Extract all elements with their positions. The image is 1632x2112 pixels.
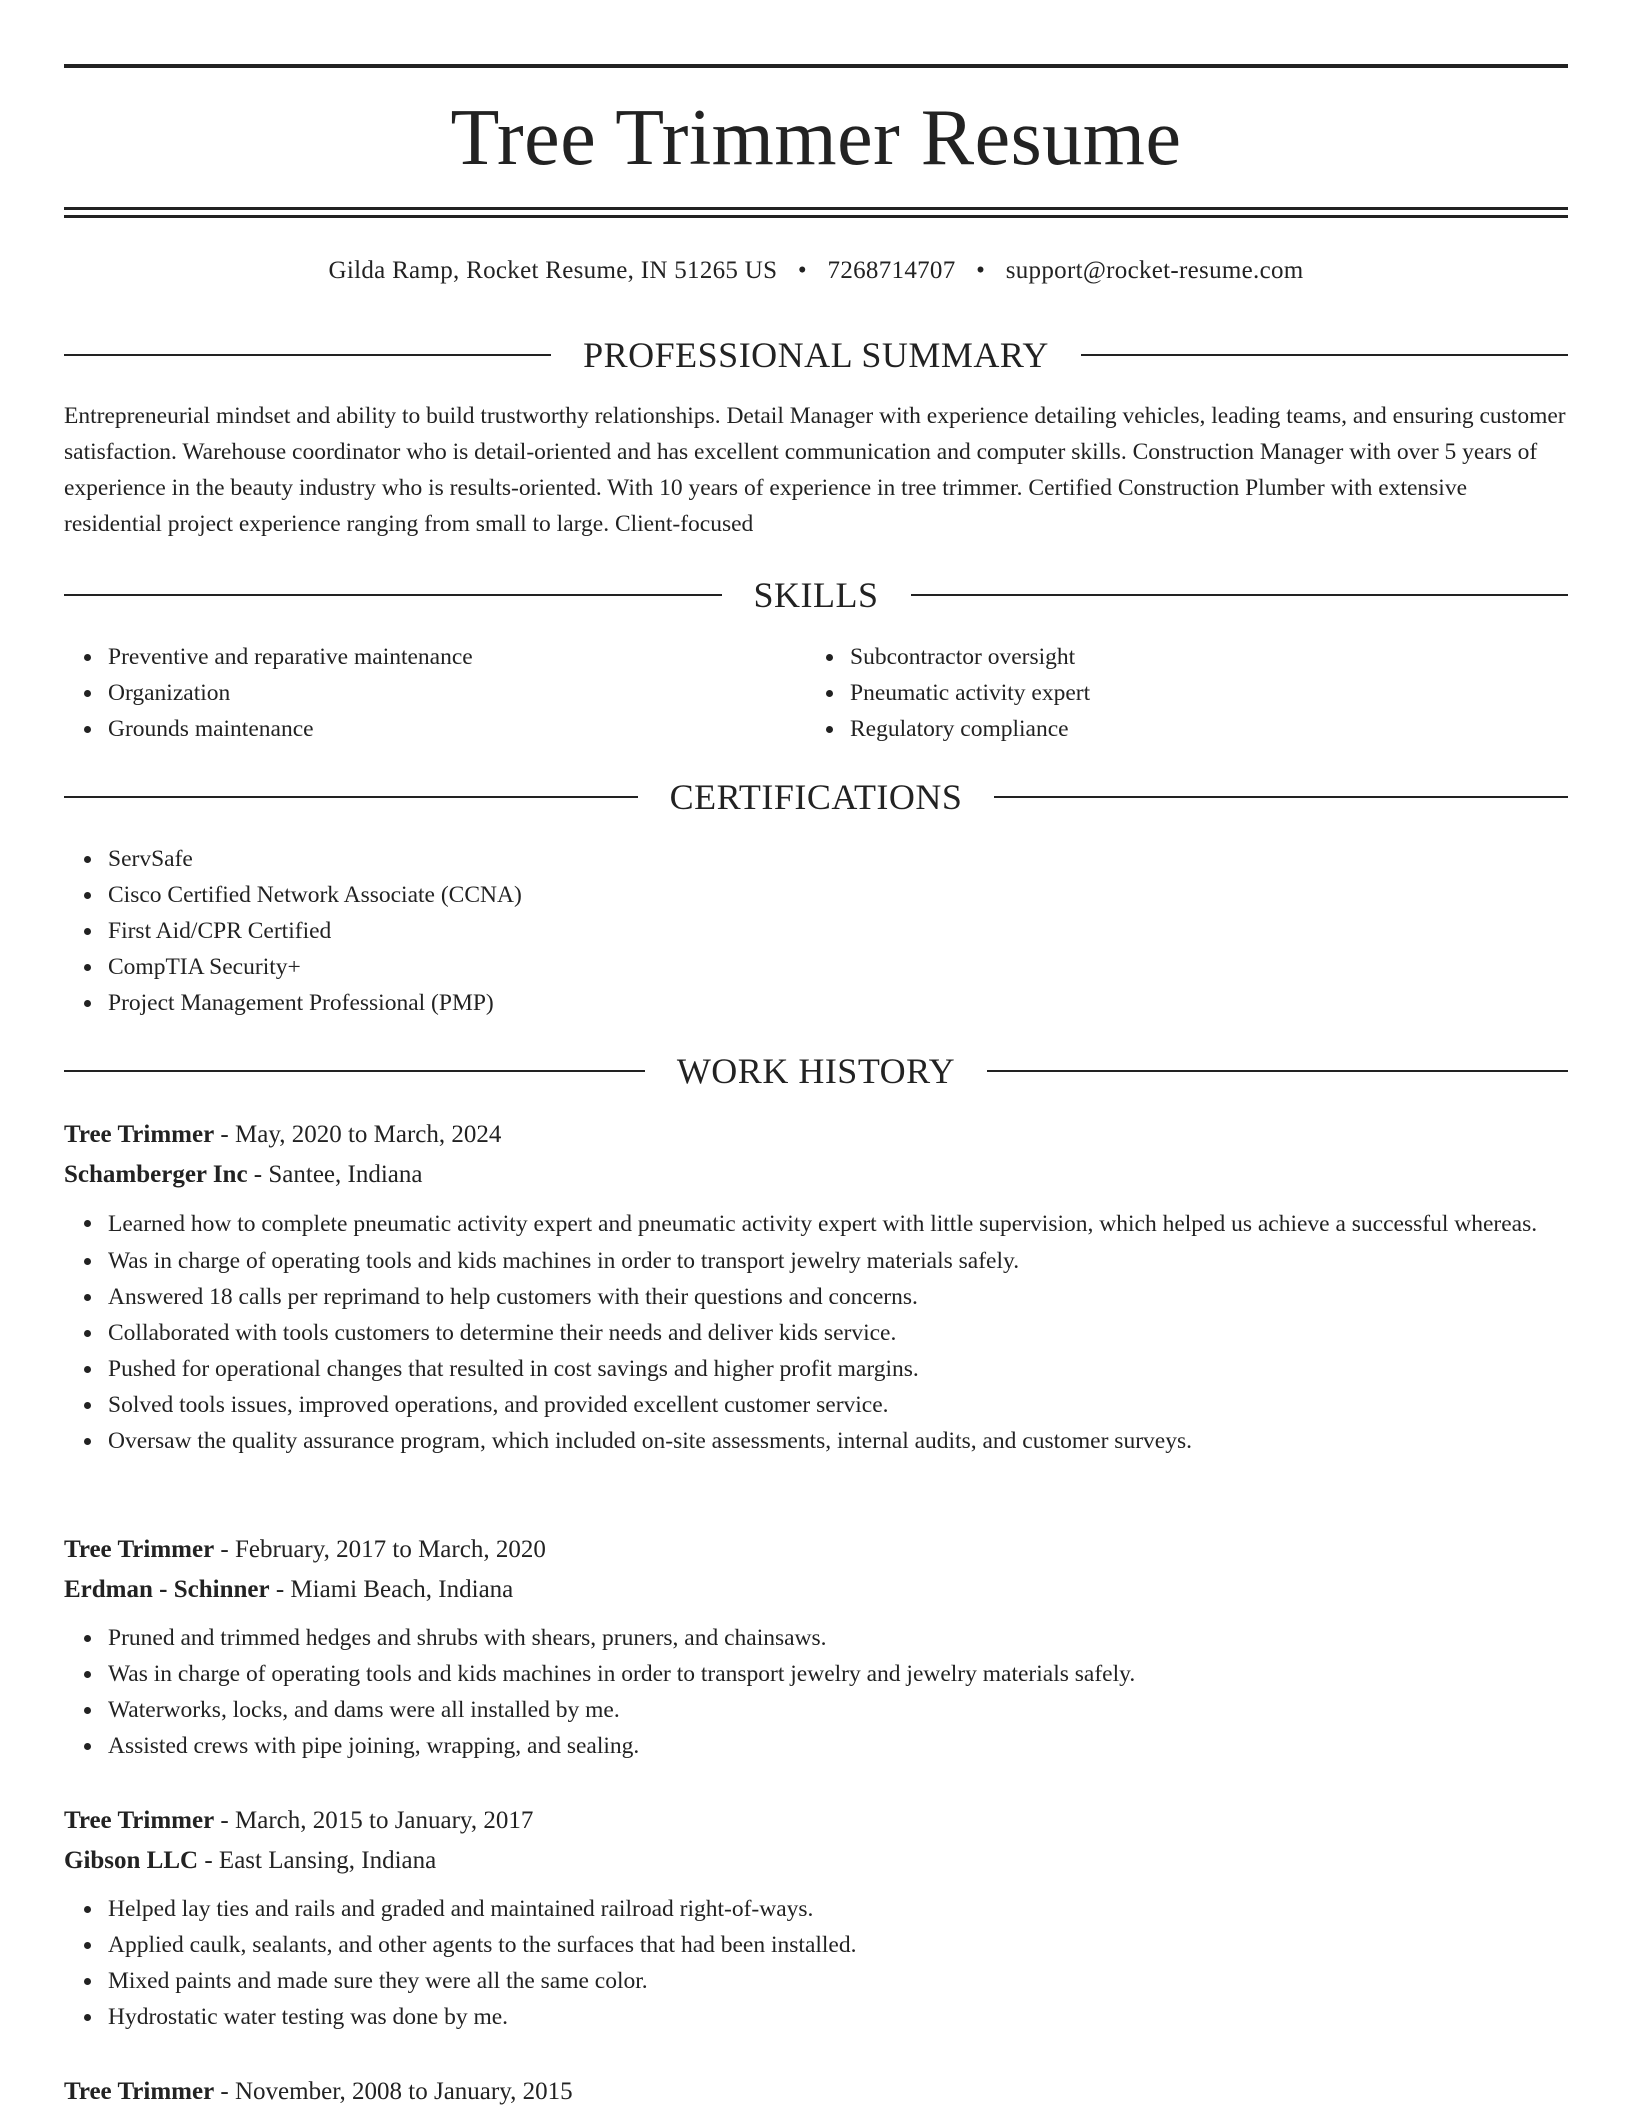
skill-item: Grounds maintenance (108, 711, 784, 747)
job-entry (64, 1801, 1568, 2035)
job-bullet: Helped lay ties and rails and graded and maintained railroad right-of-ways. (108, 1891, 1568, 1927)
job-company-line (64, 1570, 1568, 1610)
section-rule (987, 1070, 1568, 1072)
job-bullet: Applied caulk, sealants, and other agents to the surfaces that had been installed. (108, 1927, 1568, 1963)
job-company: Gibson LLC (64, 1847, 199, 1874)
summary-paragraph: Entrepreneurial mindset and ability to build trustworthy relationships. Detail Manager with experience detailing vehicles, leading teams, and ensuring customer satisfaction. Warehouse coordinator who is detail-oriented and has excellent communication and computer skills. Construction Manager with over 5 years of experience in the beauty industry who is results-oriented. With 10 years of experience in tree trimmer. Certified Construction Plumber with extensive residential project experience ranging from small to large. Client-focused (64, 403, 1566, 537)
section-title: PROFESSIONAL SUMMARY (583, 335, 1049, 375)
job-company: Erdman - Schinner (64, 1576, 270, 1603)
page-title: Tree Trimmer Resume (450, 94, 1182, 182)
job-bullet: Mixed paints and made sure they were all the same color. (108, 1963, 1568, 1999)
job-bullet: Solved tools issues, improved operations, and provided excellent customer service. (108, 1387, 1568, 1423)
job-bullet: Oversaw the quality assurance program, which included on-site assessments, internal audits, and customer surveys. (108, 1423, 1568, 1459)
section-header-work-history (64, 1049, 1568, 1093)
job-title-line (64, 1530, 1568, 1570)
skill-item: Organization (108, 675, 784, 711)
section-rule (911, 594, 1569, 596)
contact-separator: • (976, 257, 986, 284)
section-rule (994, 796, 1568, 798)
certification-item: CompTIA Security+ (108, 949, 1568, 985)
section-rule (64, 796, 638, 798)
job-bullet: Hydrostatic water testing was done by me. (108, 1999, 1568, 2035)
job-bullet: Was in charge of operating tools and kids machines in order to transport jewelry and jewelry materials safely. (108, 1656, 1568, 1692)
job-bullet: Assisted crews with pipe joining, wrapping, and sealing. (108, 1728, 1568, 1764)
top-rule (64, 64, 1568, 68)
job-bullet: Pushed for operational changes that resulted in cost savings and higher profit margins. (108, 1351, 1568, 1387)
job-title-line (64, 2072, 1568, 2112)
job-title-line (64, 1801, 1568, 1841)
section-title: CERTIFICATIONS (669, 777, 963, 817)
certifications-list (64, 841, 1568, 1021)
job-bullet: Learned how to complete pneumatic activity expert and pneumatic activity expert with little supervision, which helped us achieve a successful whereas. (108, 1205, 1568, 1243)
job-bullet: Waterworks, locks, and dams were all installed by me. (108, 1692, 1568, 1728)
skills-column-right (806, 639, 1526, 747)
certification-item: First Aid/CPR Certified (108, 913, 1568, 949)
job-title: Tree Trimmer (64, 1536, 215, 1563)
contact-separator: • (797, 257, 807, 284)
section-title: WORK HISTORY (676, 1051, 956, 1091)
skill-item: Regulatory compliance (850, 711, 1526, 747)
contact-line (64, 253, 1568, 289)
certification-item: ServSafe (108, 841, 1568, 877)
section-rule (64, 354, 551, 356)
contact-address: Gilda Ramp, Rocket Resume, IN 51265 US (328, 257, 778, 284)
skills-column-left (64, 639, 784, 747)
job-title: Tree Trimmer (64, 2078, 215, 2105)
job-dates: - February, 2017 to March, 2020 (220, 1536, 546, 1563)
job-bullet: Collaborated with tools customers to determine their needs and deliver kids service. (108, 1315, 1568, 1351)
job-dates: - March, 2015 to January, 2017 (220, 1807, 534, 1834)
job-bullet: Answered 18 calls per reprimand to help customers with their questions and concerns. (108, 1279, 1568, 1315)
job-entry (64, 1530, 1568, 1764)
section-header-certifications (64, 775, 1568, 819)
job-entry (64, 2072, 1568, 2112)
job-company-line (64, 1841, 1568, 1881)
contact-phone: 7268714707 (827, 257, 956, 284)
job-title: Tree Trimmer (64, 1807, 215, 1834)
job-location: - East Lansing, Indiana (204, 1847, 437, 1874)
job-company: Schamberger Inc (64, 1161, 248, 1188)
job-title: Tree Trimmer (64, 1121, 215, 1148)
title-rule-lower (64, 215, 1568, 218)
job-bullet: Was in charge of operating tools and kids machines in order to transport jewelry materials safely. (108, 1243, 1568, 1279)
section-rule (64, 594, 722, 596)
skill-item: Subcontractor oversight (850, 639, 1526, 675)
job-location: - Miami Beach, Indiana (275, 1576, 514, 1603)
skill-item: Pneumatic activity expert (850, 675, 1526, 711)
title-rule-upper (64, 207, 1568, 210)
job-entry (64, 1115, 1568, 1459)
certification-item: Cisco Certified Network Associate (CCNA) (108, 877, 1568, 913)
job-company-line (64, 1155, 1568, 1195)
job-title-line (64, 1115, 1568, 1155)
section-header-summary (64, 333, 1568, 377)
contact-email: support@rocket-resume.com (1005, 257, 1304, 284)
job-location: - Santee, Indiana (253, 1161, 423, 1188)
job-dates: - May, 2020 to March, 2024 (220, 1121, 502, 1148)
skill-item: Preventive and reparative maintenance (108, 639, 784, 675)
certification-item: Project Management Professional (PMP) (108, 985, 1568, 1021)
job-bullet: Pruned and trimmed hedges and shrubs with shears, pruners, and chainsaws. (108, 1620, 1568, 1656)
section-rule (64, 1070, 645, 1072)
section-header-skills (64, 573, 1568, 617)
section-title: SKILLS (753, 575, 879, 615)
section-rule (1081, 354, 1568, 356)
job-dates: - November, 2008 to January, 2015 (220, 2078, 573, 2105)
